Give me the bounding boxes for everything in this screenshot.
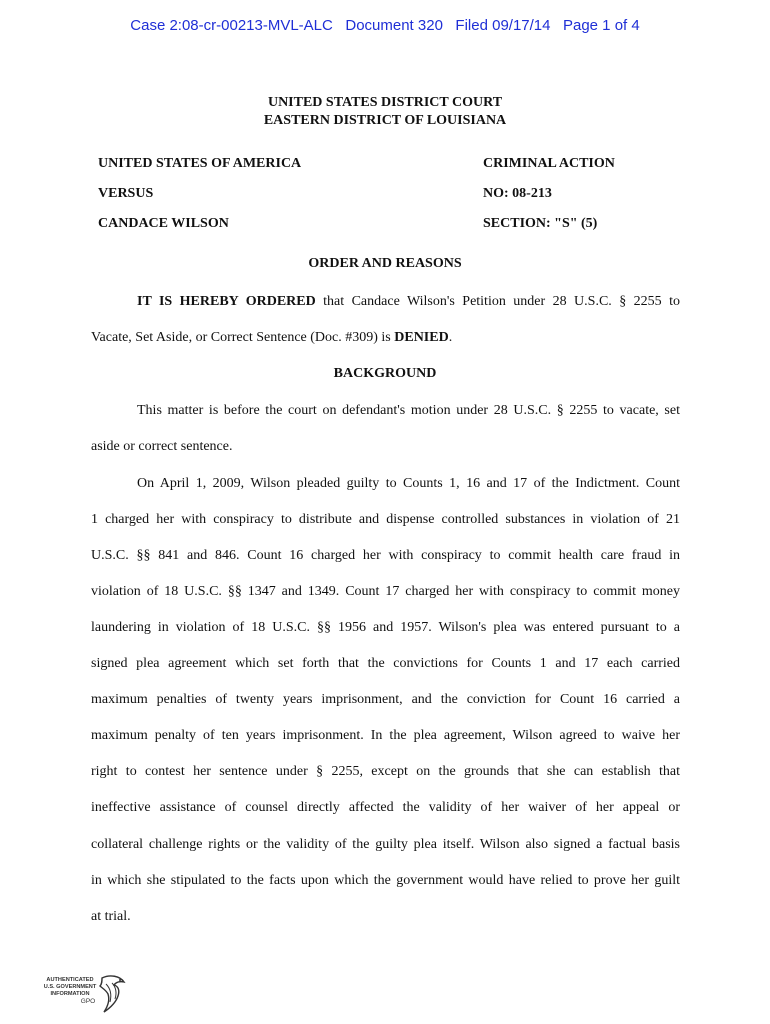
gpo-text-3: INFORMATION: [50, 991, 90, 997]
caption-versus: VERSUS: [98, 186, 154, 201]
para2-line-3: U.S.C. §§ 841 and 846. Count 16 charged her with conspiracy to commit health care fraud in: [91, 548, 680, 563]
para2-line-2: 1 charged her with conspiracy to distribute and dispense controlled substances in violation of 21: [91, 512, 680, 527]
court-line-2: EASTERN DISTRICT OF LOUISIANA: [263, 113, 507, 128]
caption-case-type: CRIMINAL ACTION: [483, 156, 615, 171]
order-denied: DENIED: [394, 330, 449, 345]
caption-case-number: NO: 08-213: [483, 186, 552, 201]
court-name: [0, 94, 770, 130]
order-line-1: [137, 293, 680, 311]
gpo-text-2: U.S. GOVERNMENT: [43, 984, 97, 990]
caption-section: SECTION: "S" (5): [483, 216, 598, 231]
gpo-text-1: AUTHENTICATED: [46, 977, 94, 983]
order-line-2-end: .: [448, 330, 453, 345]
gpo-text-4: GPO: [80, 998, 96, 1005]
para2-line-11: collateral challenge rights or the validity of the guilty plea itself. Wilson also signed a factual basis: [91, 837, 680, 852]
order-line-2-start: Vacate, Set Aside, or Correct Sentence (Doc. #309) is: [91, 330, 395, 345]
background-heading: BACKGROUND: [333, 366, 437, 381]
eagle-icon: [40, 972, 132, 1016]
para2-line-6: signed plea agreement which set forth that the convictions for Counts 1 and 17 each carried: [91, 656, 680, 671]
order-bold-lead: IT IS HEREBY ORDERED: [137, 294, 316, 309]
order-heading: ORDER AND REASONS: [308, 256, 462, 271]
court-line-1: UNITED STATES DISTRICT COURT: [267, 95, 503, 110]
para1-line-1: This matter is before the court on defendant's motion under 28 U.S.C. § 2255 to vacate, set: [137, 403, 680, 418]
para2-line-4: violation of 18 U.S.C. §§ 1347 and 1349. Count 17 charged her with conspiracy to commit money: [91, 584, 680, 599]
para2-line-5: laundering in violation of 18 U.S.C. §§ 1956 and 1957. Wilson's plea was entered pursuant to a: [91, 620, 680, 635]
order-line-2: [91, 329, 452, 347]
para2-line-1: On April 1, 2009, Wilson pleaded guilty to Counts 1, 16 and 17 of the Indictment. Count: [137, 476, 680, 491]
para2-line-13: at trial.: [91, 909, 131, 924]
gpo-authentication-logo: [40, 972, 132, 1016]
para2-line-12: in which she stipulated to the facts upon which the government would have relied to prove her guilt: [91, 873, 680, 888]
para1-line-2: aside or correct sentence.: [91, 439, 233, 454]
order-line-1-rest: that Candace Wilson's Petition under 28 U.S.C. § 2255 to: [315, 294, 680, 309]
caption-plaintiff: UNITED STATES OF AMERICA: [98, 156, 302, 171]
para2-line-8: maximum penalty of ten years imprisonment. In the plea agreement, Wilson agreed to waive her: [91, 728, 680, 743]
para2-line-10: ineffective assistance of counsel directly affected the validity of her waiver of her appeal or: [91, 800, 680, 815]
ecf-header-stamp: Case 2:08-cr-00213-MVL-ALC Document 320 Filed 09/17/14 Page 1 of 4: [130, 17, 640, 34]
para2-line-9: right to contest her sentence under § 2255, except on the grounds that she can establish that: [91, 764, 680, 779]
para2-line-7: maximum penalties of twenty years imprisonment, and the conviction for Count 16 carried a: [91, 692, 680, 707]
caption-defendant: CANDACE WILSON: [98, 216, 229, 231]
